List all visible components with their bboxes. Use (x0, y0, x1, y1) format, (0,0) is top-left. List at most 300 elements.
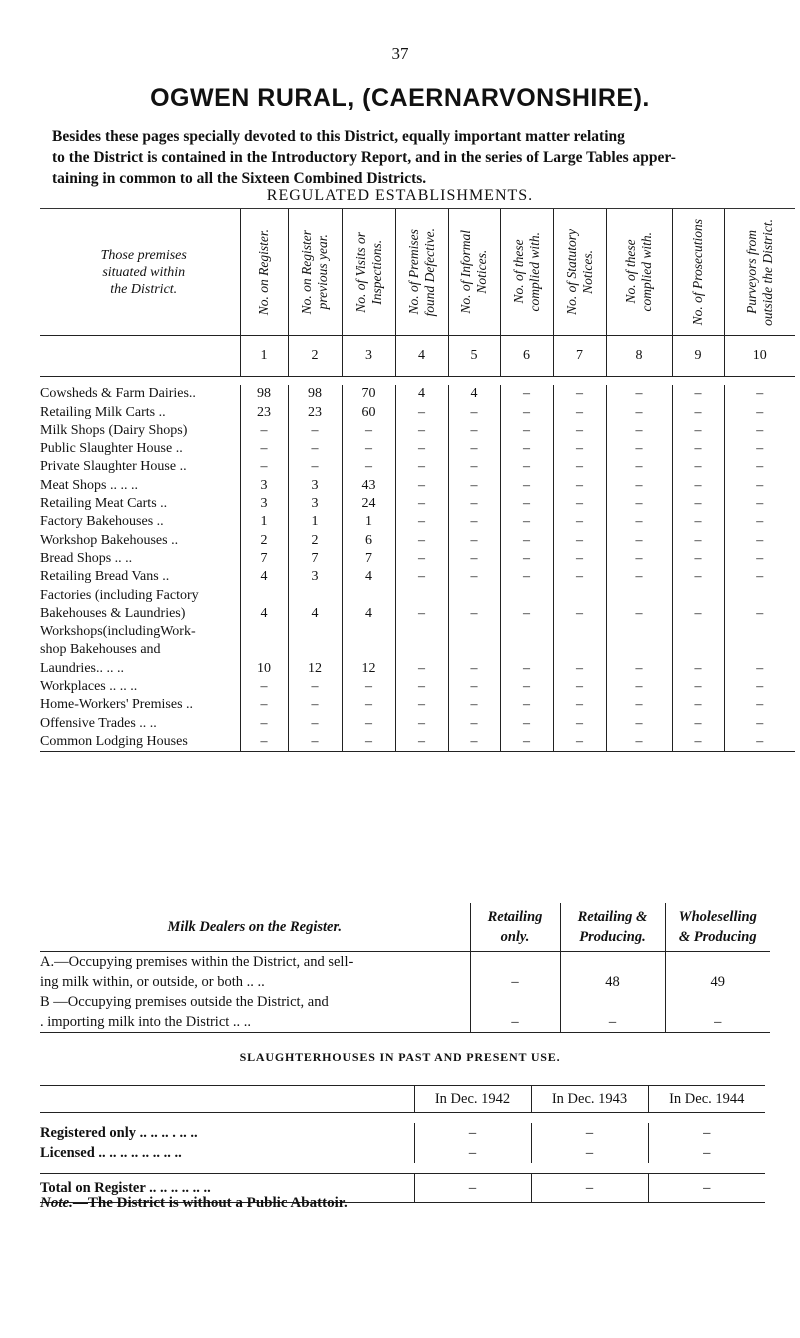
column-header-wrap (673, 209, 724, 335)
cell-value: – (724, 678, 795, 696)
column-header-line: Purveyors from (743, 230, 759, 314)
cell-value: – (342, 678, 395, 696)
table-row (40, 476, 795, 494)
cell-value: – (531, 1123, 648, 1143)
cell-value: 48 (560, 972, 665, 992)
cell-value (470, 992, 560, 1012)
cell-value: – (342, 714, 395, 732)
cell-value (606, 586, 672, 604)
cell-value (240, 641, 288, 659)
regulated-establishments-table (40, 208, 795, 752)
milk-column-header-line: & Producing (678, 929, 757, 945)
cell-value (724, 623, 795, 641)
cell-value: – (672, 440, 724, 458)
table-row (40, 696, 795, 714)
table-row (40, 531, 795, 549)
intro-line: to the District is contained in the Introductory Report, and in the series of Large Tables apper- (52, 149, 676, 166)
cell-value: – (240, 696, 288, 714)
column-header-wrap (554, 209, 606, 335)
column-header-text (744, 219, 776, 326)
slaughterhouses-table (40, 1085, 765, 1203)
cell-value: – (395, 495, 448, 513)
cell-value: – (724, 714, 795, 732)
column-number: 3 (342, 336, 395, 377)
cell-value: – (724, 385, 795, 403)
column-header-line: outside the District. (759, 218, 775, 326)
cell-value: 70 (342, 385, 395, 403)
premises-header-line: situated within (102, 264, 186, 280)
milk-dealers-table (40, 903, 770, 1033)
cell-value: – (395, 440, 448, 458)
cell-value: 3 (240, 476, 288, 494)
total-value: – (648, 1174, 765, 1203)
table-row (40, 1012, 770, 1033)
cell-value: – (724, 605, 795, 623)
cell-value (288, 623, 342, 641)
cell-value: – (606, 696, 672, 714)
cell-value (724, 586, 795, 604)
cell-value (553, 586, 606, 604)
cell-value: 2 (240, 531, 288, 549)
cell-value: – (395, 550, 448, 568)
cell-value: 7 (240, 550, 288, 568)
cell-value: 43 (342, 476, 395, 494)
column-header-wrap (449, 209, 500, 335)
cell-value: – (470, 972, 560, 992)
cell-value: – (395, 422, 448, 440)
cell-value (395, 586, 448, 604)
cell-value: – (448, 659, 500, 677)
row-label: Factories (including Factory (40, 587, 199, 603)
cell-value: – (342, 696, 395, 714)
cell-value: – (414, 1123, 531, 1143)
table-row (40, 952, 770, 973)
cell-value: – (240, 714, 288, 732)
cell-value: – (414, 1143, 531, 1163)
cell-value: – (724, 659, 795, 677)
column-header-wrap (725, 209, 796, 335)
cell-value: – (240, 440, 288, 458)
row-label: . importing milk into the District .. .. (40, 1012, 470, 1033)
column-header-line: No. of Visits or (352, 231, 368, 313)
cell-value: – (553, 733, 606, 752)
cell-value: – (553, 678, 606, 696)
row-label: B —Occupying premises outside the District, and (40, 994, 329, 1010)
column-number: 5 (448, 336, 500, 377)
cell-value (560, 992, 665, 1012)
cell-value (240, 586, 288, 604)
cell-value: – (448, 605, 500, 623)
row-label: Workshops(includingWork- (40, 624, 196, 640)
column-header-line: No. of Prosecutions (690, 218, 705, 326)
column-number: 8 (606, 336, 672, 377)
cell-value: – (288, 733, 342, 752)
cell-value: 98 (240, 385, 288, 403)
row-label: Retailing Meat Carts .. (40, 496, 168, 512)
table-row (40, 403, 795, 421)
cell-value: – (606, 458, 672, 476)
cell-value: – (288, 714, 342, 732)
cell-value: – (672, 495, 724, 513)
cell-value (342, 641, 395, 659)
row-label: Licensed .. .. .. .. .. .. .. .. (40, 1145, 182, 1161)
cell-value: – (606, 550, 672, 568)
cell-value: – (553, 440, 606, 458)
row-label: shop Bakehouses and (40, 642, 161, 658)
row-label: Private Slaughter House .. (40, 459, 187, 475)
cell-value: – (240, 458, 288, 476)
cell-value (553, 623, 606, 641)
row-label: Cowsheds & Farm Dairies.. (40, 386, 196, 402)
cell-value: – (672, 422, 724, 440)
cell-value (553, 641, 606, 659)
milk-column-header-line: Producing. (579, 929, 646, 945)
cell-value: – (288, 440, 342, 458)
cell-value (448, 623, 500, 641)
cell-value: – (672, 550, 724, 568)
page-title: OGWEN RURAL, (CAERNARVONSHIRE). (150, 84, 650, 112)
column-header (395, 209, 448, 336)
cell-value: 3 (240, 495, 288, 513)
milk-header-row (40, 903, 770, 952)
table-row (40, 513, 795, 531)
cell-value: – (395, 531, 448, 549)
cell-value: – (448, 568, 500, 586)
cell-value: 23 (288, 403, 342, 421)
column-header-text (458, 230, 490, 314)
cell-value: – (672, 531, 724, 549)
cell-value: – (531, 1143, 648, 1163)
footnote (40, 1195, 348, 1212)
row-label: Workshop Bakehouses .. (40, 532, 179, 548)
note-prefix: Note. (40, 1195, 73, 1211)
column-number: 10 (724, 336, 795, 377)
cell-value: – (553, 513, 606, 531)
cell-value: – (724, 531, 795, 549)
cell-value (240, 623, 288, 641)
cell-value: – (288, 422, 342, 440)
cell-value: – (448, 422, 500, 440)
cell-value: – (724, 696, 795, 714)
cell-value: – (606, 659, 672, 677)
row-label: Meat Shops .. .. .. (40, 477, 138, 493)
column-header-line: complied with. (639, 232, 654, 312)
cell-value: – (500, 568, 553, 586)
cell-value: 4 (240, 568, 288, 586)
row-label: Bakehouses & Laundries) (40, 605, 186, 621)
column-header-text (353, 232, 385, 313)
cell-value: – (470, 1012, 560, 1033)
regulated-section-title: REGULATED ESTABLISHMENTS. (266, 187, 534, 204)
column-header-line: No. of these (623, 239, 638, 305)
cell-value: – (553, 568, 606, 586)
column-number: 9 (672, 336, 724, 377)
slaughter-column-header: In Dec. 1942 (414, 1086, 531, 1113)
row-label: Laundries.. .. .. (40, 660, 124, 676)
column-header-wrap (241, 209, 288, 335)
table-row (40, 992, 770, 1012)
total-value: – (414, 1174, 531, 1203)
cell-value: – (553, 403, 606, 421)
cell-value: – (606, 605, 672, 623)
table-row (40, 440, 795, 458)
cell-value: – (395, 659, 448, 677)
table-row (40, 1123, 765, 1143)
cell-value: – (500, 531, 553, 549)
cell-value: – (665, 1012, 770, 1033)
cell-value (395, 641, 448, 659)
cell-value: – (606, 678, 672, 696)
cell-value: – (672, 458, 724, 476)
blank-cell (40, 1086, 414, 1113)
cell-value: – (395, 714, 448, 732)
column-header (724, 209, 795, 336)
column-header (240, 209, 288, 336)
cell-value: – (672, 678, 724, 696)
column-header (553, 209, 606, 336)
row-label: Bread Shops .. .. (40, 550, 133, 566)
cell-value: – (724, 495, 795, 513)
column-header-line: No. of these (510, 239, 526, 305)
cell-value: – (448, 714, 500, 732)
row-label: Public Slaughter House .. (40, 441, 183, 457)
row-label: Offensive Trades .. .. (40, 715, 157, 731)
cell-value (342, 623, 395, 641)
table-row (40, 495, 795, 513)
cell-value: – (500, 659, 553, 677)
cell-value (288, 586, 342, 604)
cell-value (606, 641, 672, 659)
cell-value: – (448, 495, 500, 513)
cell-value: – (606, 476, 672, 494)
cell-value: 4 (395, 385, 448, 403)
cell-value (724, 641, 795, 659)
cell-value: – (553, 422, 606, 440)
cell-value: – (342, 440, 395, 458)
table-row (40, 550, 795, 568)
cell-value: – (606, 733, 672, 752)
cell-value: – (606, 531, 672, 549)
column-header-text (623, 232, 655, 312)
cell-value: – (606, 440, 672, 458)
column-header-wrap (607, 209, 672, 335)
milk-column-header-line: Retailing (487, 909, 543, 925)
table-row (40, 714, 795, 732)
cell-value: – (500, 440, 553, 458)
spacer-row (40, 1163, 765, 1174)
cell-value: – (500, 678, 553, 696)
milk-column-header-line: Retailing & (577, 909, 648, 925)
column-header-line: No. of Premises (405, 229, 421, 315)
cell-value: 2 (288, 531, 342, 549)
column-header-text (256, 229, 272, 315)
column-header-text (406, 228, 438, 316)
milk-column-header (560, 903, 665, 952)
cell-value: – (500, 714, 553, 732)
column-header-wrap (501, 209, 553, 335)
cell-value: – (553, 605, 606, 623)
cell-value: 7 (342, 550, 395, 568)
table-row (40, 605, 795, 623)
cell-value (606, 623, 672, 641)
cell-value (395, 623, 448, 641)
total-value: – (531, 1174, 648, 1203)
cell-value: 4 (448, 385, 500, 403)
cell-value: 23 (240, 403, 288, 421)
column-number: 6 (500, 336, 553, 377)
cell-value (500, 586, 553, 604)
cell-value (665, 992, 770, 1012)
cell-value: – (672, 568, 724, 586)
column-number: 2 (288, 336, 342, 377)
slaughterhouses-section-title: SLAUGHTERHOUSES IN PAST AND PRESENT USE. (239, 1050, 561, 1064)
cell-value (288, 641, 342, 659)
cell-value: – (672, 696, 724, 714)
cell-value: 10 (240, 659, 288, 677)
cell-value: – (724, 550, 795, 568)
cell-value: – (500, 605, 553, 623)
cell-value: – (648, 1123, 765, 1143)
column-header-wrap (396, 209, 448, 335)
table-row (40, 659, 795, 677)
cell-value: – (395, 403, 448, 421)
slaughter-column-header: In Dec. 1943 (531, 1086, 648, 1113)
cell-value: – (724, 568, 795, 586)
cell-value: 60 (342, 403, 395, 421)
cell-value: – (448, 678, 500, 696)
cell-value: – (448, 513, 500, 531)
cell-value: – (240, 678, 288, 696)
row-label: A.—Occupying premises within the District, and sell- (40, 954, 354, 970)
row-label: Workplaces .. .. .. (40, 679, 138, 695)
intro-line: taining in common to all the Sixteen Combined Districts. (52, 170, 427, 187)
cell-value: – (553, 659, 606, 677)
table-row (40, 972, 770, 992)
cell-value (665, 952, 770, 973)
premises-header-line: Those premises (100, 247, 187, 263)
cell-value: – (500, 550, 553, 568)
row-label: Factory Bakehouses .. (40, 514, 164, 530)
cell-value: – (672, 605, 724, 623)
cell-value: – (342, 733, 395, 752)
cell-value: – (606, 385, 672, 403)
table-row (40, 458, 795, 476)
cell-value: – (553, 550, 606, 568)
cell-value: – (672, 714, 724, 732)
column-header-text (690, 219, 706, 325)
cell-value: – (342, 458, 395, 476)
column-header (606, 209, 672, 336)
cell-value: – (553, 476, 606, 494)
cell-value: – (500, 385, 553, 403)
cell-value: – (553, 495, 606, 513)
cell-value: – (500, 476, 553, 494)
cell-value: 1 (240, 513, 288, 531)
column-header-line: No. of Statutory (563, 229, 579, 315)
cell-value: – (395, 733, 448, 752)
column-header-text (511, 232, 543, 312)
cell-value: 98 (288, 385, 342, 403)
premises-header (40, 209, 240, 336)
row-label: Common Lodging Houses (40, 733, 240, 752)
table-row (40, 385, 795, 403)
cell-value: 4 (288, 605, 342, 623)
cell-value: 12 (288, 659, 342, 677)
cell-value (500, 641, 553, 659)
cell-value: – (500, 458, 553, 476)
column-header-line: previous year. (315, 234, 330, 310)
cell-value: 1 (288, 513, 342, 531)
cell-value: – (448, 476, 500, 494)
cell-value: – (724, 733, 795, 752)
cell-value: – (724, 476, 795, 494)
cell-value (560, 952, 665, 973)
cell-value: – (606, 513, 672, 531)
cell-value: – (500, 422, 553, 440)
cell-value: – (724, 440, 795, 458)
row-label: Registered only .. .. .. . .. .. (40, 1125, 198, 1141)
cell-value: – (448, 733, 500, 752)
cell-value: – (240, 422, 288, 440)
cell-value (470, 952, 560, 973)
milk-column-header (665, 903, 770, 952)
cell-value: – (288, 458, 342, 476)
cell-value (672, 641, 724, 659)
column-header-line: Notices. (474, 250, 489, 294)
cell-value: – (448, 550, 500, 568)
premises-header-line: the District. (110, 281, 178, 297)
column-header-text (299, 230, 331, 314)
blank-cell (40, 336, 240, 377)
cell-value: 3 (288, 495, 342, 513)
cell-value: – (724, 513, 795, 531)
cell-value (448, 586, 500, 604)
cell-value: – (672, 476, 724, 494)
cell-value: – (553, 696, 606, 714)
cell-value: – (448, 531, 500, 549)
milk-column-header (470, 903, 560, 952)
cell-value: – (342, 422, 395, 440)
column-header-line: No. of Informal (458, 230, 473, 314)
cell-value: – (553, 385, 606, 403)
table-row (40, 623, 795, 641)
cell-value: – (724, 403, 795, 421)
cell-value: – (288, 678, 342, 696)
cell-value: 4 (342, 605, 395, 623)
cell-value: 4 (342, 568, 395, 586)
column-number: 4 (395, 336, 448, 377)
cell-value: – (606, 403, 672, 421)
cell-value: – (288, 696, 342, 714)
column-header-line: No. on Register. (256, 228, 271, 316)
column-header (342, 209, 395, 336)
row-label: Milk Shops (Dairy Shops) (40, 422, 188, 438)
milk-column-header-line: Wholeselling (678, 909, 757, 925)
spacer-row (40, 1113, 765, 1124)
cell-value: – (672, 513, 724, 531)
column-header-text (564, 229, 596, 315)
cell-value: – (448, 458, 500, 476)
cell-value: – (500, 696, 553, 714)
cell-value: 3 (288, 568, 342, 586)
cell-value (342, 586, 395, 604)
cell-value: – (606, 495, 672, 513)
cell-value: – (500, 403, 553, 421)
total-label: Total on Register .. .. .. .. .. .. (40, 1174, 414, 1203)
cell-value: 1 (342, 513, 395, 531)
cell-value: – (395, 568, 448, 586)
cell-value: – (395, 678, 448, 696)
